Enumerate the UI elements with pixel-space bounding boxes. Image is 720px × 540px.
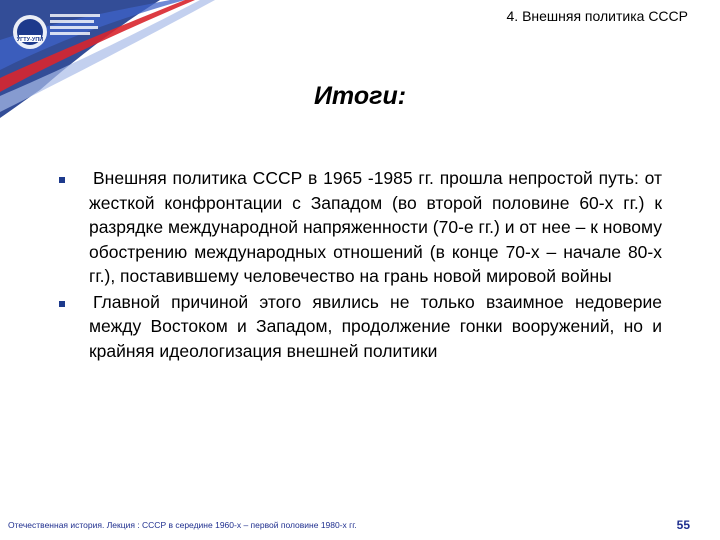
page-number: 55 [676,518,690,532]
university-logo [10,8,105,56]
svg-text:УГТУ-УПИ: УГТУ-УПИ [16,37,44,43]
square-bullet-icon [59,177,65,183]
section-title: 4. Внешняя политика СССР [506,8,688,24]
bullet-list [55,166,662,363]
bullet-text: Главной причиной этого явились не только взаимное недоверие между Востоком и Западом, продолжение гонки вооружений, но и крайняя идеологизация внешней политики [89,291,662,361]
slide-title: Итоги: [313,82,407,110]
bullet-text: Внешняя политика СССР в 1965 -1985 гг. прошла непростой путь: от жесткой конфронтации с Западом (во второй половине 60-х гг.) к разрядке международной напряженности (70-е гг.) и от нее – к новому обострению международных отношений (в конце 70-х – начале 80-х гг.), поставившему человечество на грань новой мировой войны [89,168,662,286]
bullet-item [55,290,662,364]
footer-course-text: Отечественная история. Лекция : СССР в середине 1960-х – первой половине 1980-х гг. [8,520,357,530]
bullet-item [55,166,662,289]
square-bullet-icon [59,301,65,307]
